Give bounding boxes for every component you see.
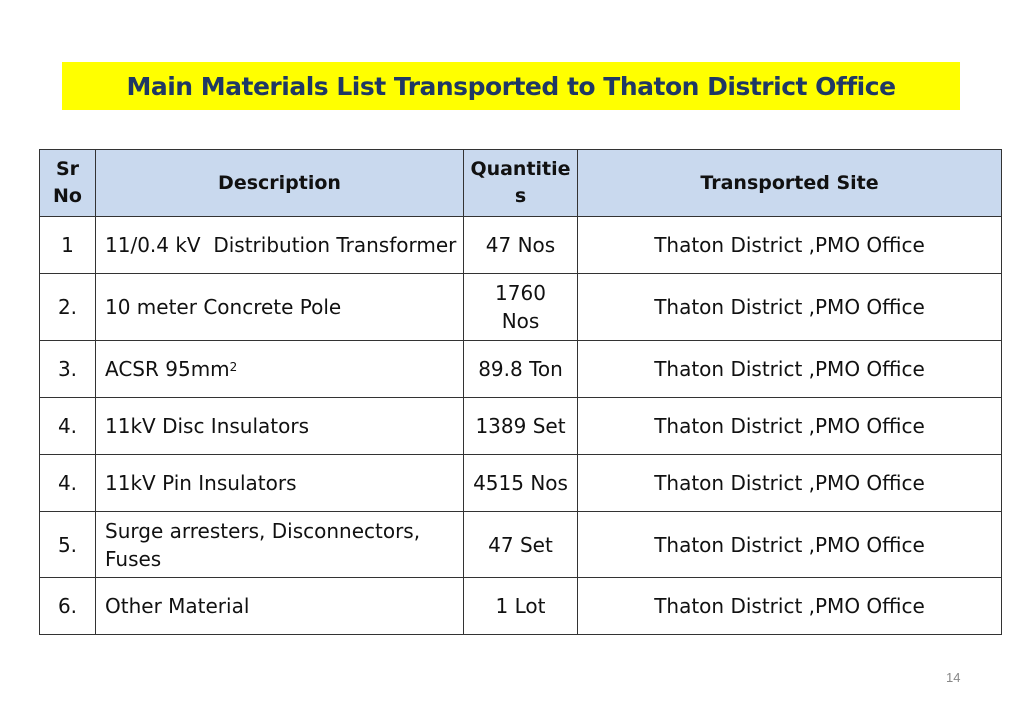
cell-description: Other Material	[96, 578, 464, 635]
materials-table	[39, 149, 1002, 635]
cell-description-text: ACSR 95mm	[105, 357, 230, 381]
cell-site: Thaton District ,PMO Office	[578, 274, 1002, 341]
page-number: 14	[946, 670, 961, 685]
cell-sr-no: 3.	[40, 341, 96, 398]
superscript: 2	[229, 360, 238, 374]
cell-sr-no: 6.	[40, 578, 96, 635]
cell-description-line2: Fuses	[105, 546, 162, 571]
table-row	[40, 341, 1002, 398]
cell-site: Thaton District ,PMO Office	[578, 398, 1002, 455]
cell-description	[96, 341, 464, 398]
cell-site: Thaton District ,PMO Office	[578, 217, 1002, 274]
header-sr-no	[40, 150, 96, 217]
table-row	[40, 274, 1002, 341]
table-row	[40, 217, 1002, 274]
cell-quantity: 89.8 Ton	[464, 341, 578, 398]
table-row	[40, 578, 1002, 635]
cell-description: 11kV Pin Insulators	[96, 455, 464, 512]
table-row	[40, 398, 1002, 455]
cell-sr-no: 4.	[40, 455, 96, 512]
cell-site: Thaton District ,PMO Office	[578, 455, 1002, 512]
header-transported-site: Transported Site	[578, 150, 1002, 217]
cell-site: Thaton District ,PMO Office	[578, 578, 1002, 635]
page-title: Main Materials List Transported to Thaton District Office	[126, 71, 896, 101]
cell-quantity: 1389 Set	[464, 398, 578, 455]
cell-sr-no: 5.	[40, 512, 96, 578]
cell-sr-no: 2.	[40, 274, 96, 341]
cell-quantity: 47 Nos	[464, 217, 578, 274]
title-banner	[62, 62, 960, 110]
header-sr-line2: No	[53, 185, 82, 207]
header-qty-line2: s	[514, 185, 527, 207]
cell-quantity-line1: 1760	[495, 281, 546, 305]
header-sr-line1: Sr	[55, 158, 80, 180]
cell-quantity: 1 Lot	[464, 578, 578, 635]
header-qty-line1: Quantitie	[470, 158, 571, 180]
cell-quantity: 47 Set	[464, 512, 578, 578]
table-row	[40, 455, 1002, 512]
cell-quantity	[464, 274, 578, 341]
cell-site: Thaton District ,PMO Office	[578, 341, 1002, 398]
cell-description: 11/0.4 kV Distribution Transformer	[96, 217, 464, 274]
cell-quantity: 4515 Nos	[464, 455, 578, 512]
header-description: Description	[96, 150, 464, 217]
table-row	[40, 512, 1002, 578]
cell-description: 10 meter Concrete Pole	[96, 274, 464, 341]
header-quantities	[464, 150, 578, 217]
cell-description	[96, 512, 464, 578]
cell-description: 11kV Disc Insulators	[96, 398, 464, 455]
cell-sr-no: 4.	[40, 398, 96, 455]
cell-quantity-line2: Nos	[501, 309, 540, 333]
table-header-row	[40, 150, 1002, 217]
cell-sr-no: 1	[40, 217, 96, 274]
cell-description-line1: Surge arresters, Disconnectors,	[105, 518, 421, 543]
cell-site: Thaton District ,PMO Office	[578, 512, 1002, 578]
